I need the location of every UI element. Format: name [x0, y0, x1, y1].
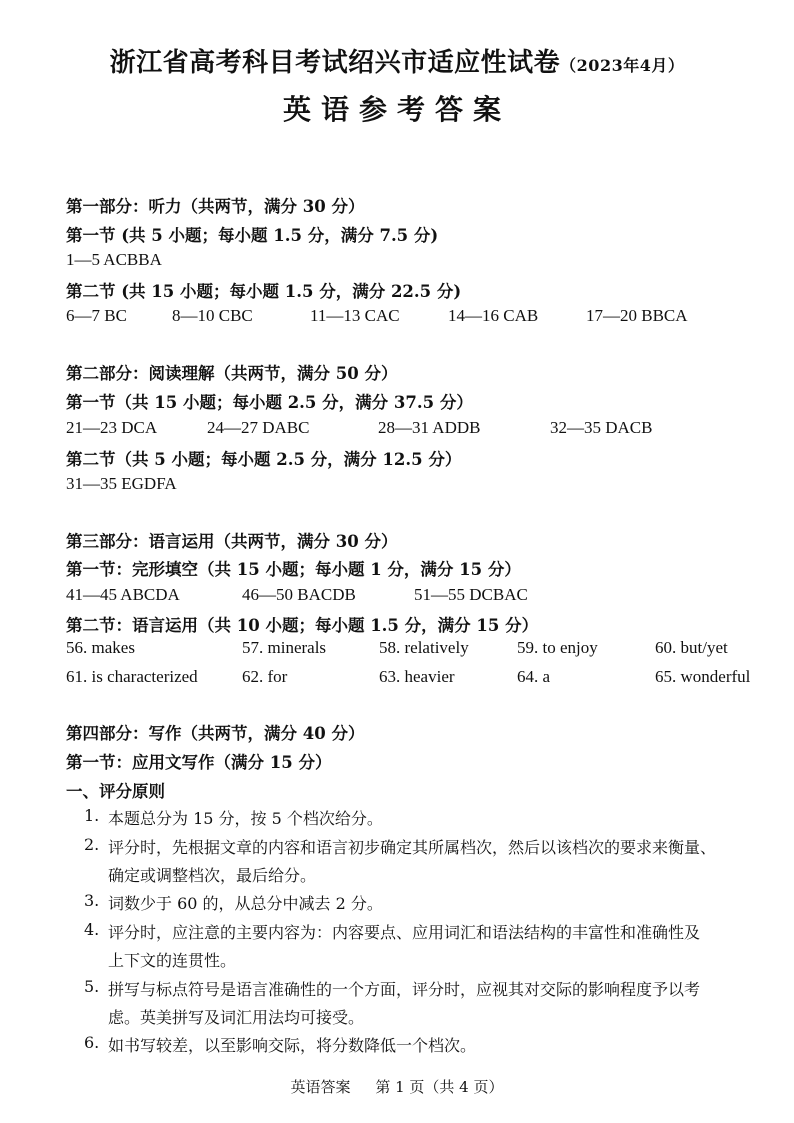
part2-heading: 第二部分：阅读理解（共两节，满分 50 分）	[66, 364, 398, 383]
part3-section2-answer: 64. a	[517, 667, 551, 686]
rule-number: 4.	[84, 920, 100, 939]
title-text: 浙江省高考科目考试绍兴市适应性试卷	[109, 48, 561, 78]
part3-section2-heading: 第二节：语言运用（共 10 小题；每小题 1.5 分，满分 15 分）	[66, 616, 539, 635]
title-date: （2023年4月）	[560, 56, 685, 75]
part3-section1-answer: 41—45 ABCDA	[66, 585, 180, 604]
rule-text: 如书写较差，以至影响交际，将分数降低一个档次。	[108, 1036, 477, 1055]
part2-section2-heading: 第二节（共 5 小题；每小题 2.5 分，满分 12.5 分）	[66, 450, 462, 469]
part2-section1-answer: 21—23 DCA	[66, 418, 158, 437]
rule-number: 2.	[84, 835, 100, 854]
part2-section1-answer: 28—31 ADDB	[378, 418, 481, 437]
part2-section2-answer: 31—35 EGDFA	[66, 474, 177, 493]
part3-section1-answer: 46—50 BACDB	[242, 585, 356, 604]
part3-section2-answer: 61. is characterized	[66, 667, 198, 686]
document-title	[0, 42, 794, 79]
part2-section1-answer: 24—27 DABC	[207, 418, 310, 437]
rule-text: 虑。英美拼写及词汇用法均可接受。	[108, 1008, 365, 1027]
part2-section1-answer: 32—35 DACB	[550, 418, 653, 437]
rule-text: 评分时，先根据文章的内容和语言初步确定其所属档次，然后以该档次的要求来衡量、	[108, 838, 717, 857]
rule-text: 评分时，应注意的主要内容为：内容要点、应用词汇和语法结构的丰富性和准确性及	[108, 923, 701, 942]
part1-section1-answer: 1—5 ACBBA	[66, 250, 162, 269]
part1-section2-answer: 6—7 BC	[66, 306, 127, 325]
rule-number: 6.	[84, 1033, 100, 1052]
part4-section1-heading: 第一节：应用文写作（满分 15 分）	[66, 753, 332, 772]
footer-doc-name: 英语答案	[290, 1078, 351, 1096]
rule-number: 1.	[84, 806, 100, 825]
rule-text: 确定或调整档次，最后给分。	[108, 866, 317, 885]
document-subtitle: 英语参考答案	[282, 93, 511, 126]
rule-number: 5.	[84, 977, 100, 996]
rule-text: 本题总分为 15 分，按 5 个档次给分。	[108, 809, 383, 828]
part1-section2-answer: 11—13 CAC	[310, 306, 400, 325]
rule-text: 词数少于 60 的，从总分中减去 2 分。	[108, 894, 383, 913]
part3-section1-answer: 51—55 DCBAC	[414, 585, 528, 604]
part1-section2-answer: 8—10 CBC	[172, 306, 253, 325]
part1-section2-heading: 第二节 (共 15 小题；每小题 1.5 分，满分 22.5 分)	[66, 282, 462, 301]
part3-section2-answer: 65. wonderful	[655, 667, 751, 686]
part1-section2-answer: 14—16 CAB	[448, 306, 539, 325]
part3-section2-answer: 60. but/yet	[655, 638, 728, 657]
part3-section2-answer: 59. to enjoy	[517, 638, 598, 657]
part2-section1-heading: 第一节（共 15 小题；每小题 2.5 分，满分 37.5 分）	[66, 393, 473, 412]
principles-heading: 一、评分原则	[66, 782, 165, 801]
part1-section2-answer: 17—20 BBCA	[586, 306, 688, 325]
part4-heading: 第四部分：写作（共两节，满分 40 分）	[66, 724, 365, 743]
part3-section2-answer: 57. minerals	[242, 638, 327, 657]
part3-section1-heading: 第一节：完形填空（共 15 小题；每小题 1 分，满分 15 分）	[66, 560, 521, 579]
part1-section1-heading: 第一节 (共 5 小题；每小题 1.5 分，满分 7.5 分)	[66, 226, 439, 245]
rule-number: 3.	[84, 891, 100, 910]
part1-heading: 第一部分：听力（共两节，满分 30 分）	[66, 197, 365, 216]
part3-section2-answer: 63. heavier	[379, 667, 455, 686]
rule-text: 上下文的连贯性。	[108, 951, 237, 970]
page-footer	[0, 1076, 794, 1097]
part3-heading: 第三部分：语言运用（共两节，满分 30 分）	[66, 532, 398, 551]
rule-text: 拼写与标点符号是语言准确性的一个方面，评分时，应视其对交际的影响程度予以考	[108, 980, 701, 999]
part3-section2-answer: 62. for	[242, 667, 288, 686]
part3-section2-answer: 58. relatively	[379, 638, 469, 657]
part3-section2-answer: 56. makes	[66, 638, 135, 657]
footer-page-number: 第 1 页（共 4 页）	[375, 1078, 504, 1096]
